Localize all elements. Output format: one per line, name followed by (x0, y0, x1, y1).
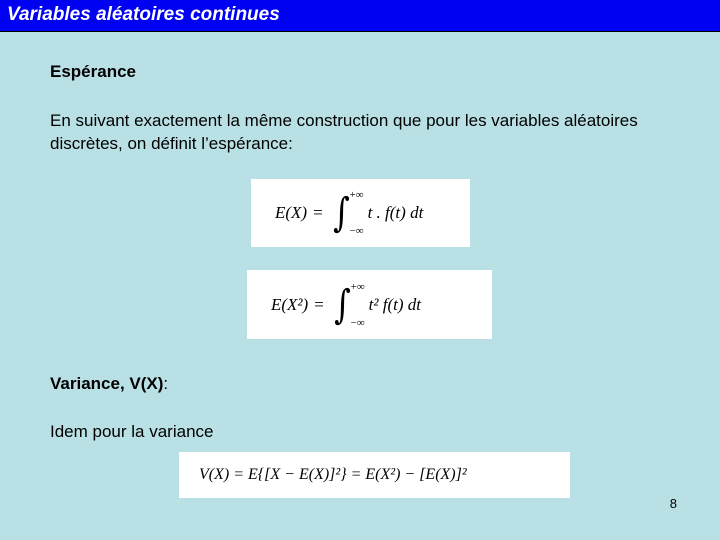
formula-lhs: E(X) (275, 203, 308, 222)
formula-lhs: E(X²) (271, 294, 309, 314)
integral-upper-limit: +∞ (349, 189, 364, 201)
integral-sign: ∫ +∞ −∞ (333, 280, 365, 329)
integral-sign: ∫ +∞ −∞ (332, 189, 364, 237)
formula-variance (179, 452, 570, 498)
variance-heading (50, 374, 168, 394)
variance-heading-label: Variance, V(X) (50, 374, 164, 393)
integral-upper-limit: +∞ (350, 280, 365, 293)
integrand: t . f(t) dt (367, 203, 424, 222)
formula-second-moment (247, 270, 492, 339)
variance-heading-suffix: : (163, 374, 169, 393)
section-heading-esperance: Espérance (50, 62, 136, 81)
integral-lower-limit: −∞ (349, 225, 364, 237)
variance-text: Idem pour la variance (50, 422, 214, 441)
slide-title: Variables aléatoires continues (7, 4, 280, 25)
equals-sign: = (313, 203, 323, 222)
formula-expectation (251, 179, 470, 247)
integral-lower-limit: −∞ (350, 316, 365, 329)
page-number: 8 (669, 496, 677, 511)
variance-formula-text: V(X) = E{[X − E(X)]²} = E(X²) − [E(X)]² (199, 466, 467, 483)
integrand: t² f(t) dt (368, 294, 421, 314)
title-bar (0, 0, 720, 32)
equals-sign: = (314, 294, 324, 314)
intro-paragraph: En suivant exactement la même construction que pour les variables aléatoires discrètes, on définit l’espérance: (50, 111, 638, 153)
